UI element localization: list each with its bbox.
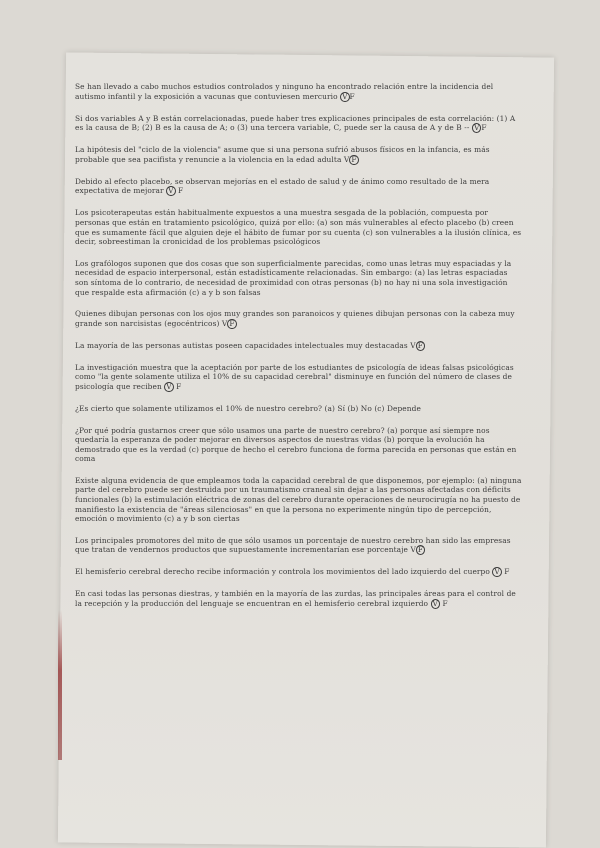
binding-edge-mark bbox=[58, 610, 62, 760]
question-15: En casi todas las personas diestras, y también en la mayoría de las zurdas, las principales áreas para el control de la recepción y la producción del lenguaje se encuentran en el hemisferio cerebral izquierdo V F bbox=[75, 589, 516, 609]
question-10: ¿Es cierto que solamente utilizamos el 10% de nuestro cerebro? (a) Sí (b) No (c) Depende bbox=[75, 403, 421, 413]
circled-answer: V bbox=[473, 123, 480, 133]
circled-answer: F bbox=[351, 154, 357, 164]
question-3: La hipótesis del "ciclo de la violencia" asume que si una persona sufrió abusos físicos en la infancia, es más probable que sea pacifista y renuncie a la violencia en la edad adulta V F bbox=[75, 145, 490, 164]
circled-answer: V bbox=[494, 567, 500, 577]
question-4: Debido al efecto placebo, se observan mejorías en el estado de salud y de ánimo como resultado de la mera expectativa de mejorar V F bbox=[75, 176, 490, 196]
question-14: El hemisferio cerebral derecho recibe información y controla los movimientos del lado izquierdo del cuerpo V F bbox=[75, 567, 510, 577]
question-5: Los psicoterapeutas están habitualmente expuestos a una muestra sesgada de la población, compuesta por personas que están en tratamiento psicológico, quizá por ello: (a) son más vulnerables al efecto placebo (b) creen que es sumamente fácil que alguien deje el hábito de fumar por su cuenta (c) son vulnerables a la ilusión clínica, es decir, sobreestiman la cronicidad de los problemas psicológicos bbox=[75, 208, 522, 247]
circled-answer: V bbox=[166, 381, 172, 391]
question-13: Los principales promotores del mito de que sólo usamos un porcentaje de nuestro cerebro han sido las empresas que tratan de vendernos productos que supuestamente incrementarían ese porcentaje V F bbox=[75, 535, 511, 555]
question-8: La mayoría de las personas autistas poseen capacidades intelectuales muy destacadas V F bbox=[75, 340, 423, 350]
circled-answer: V bbox=[432, 599, 438, 609]
question-12: Existe alguna evidencia de que empleamos toda la capacidad cerebral de que disponemos, por ejemplo: (a) ninguna parte del cerebro puede ser destruida por un traumatismo craneal sin dejar a las personas afectadas con déficits funcionales (b) la estimulación eléctrica de zonas del cerebro durante operaciones de neurocirugía no ha puesto de manifiesto la existencia de "áreas silenciosas" en que la persona no experimente ningún tipo de percepción, emoción o movimiento (c) a y b son ciertas bbox=[75, 475, 522, 524]
question-1: Se han llevado a cabo muchos estudios controlados y ninguno ha encontrado relación entre la incidencia del autismo infantil y la exposición a vacunas que contuviesen mercurio V F bbox=[75, 82, 494, 101]
question-7: Quienes dibujan personas con los ojos muy grandes son paranoicos y quienes dibujan personas con la cabeza muy grande son narcisistas (egocéntricos) V F bbox=[75, 309, 515, 328]
question-9: La investigación muestra que la aceptación por parte de los estudiantes de psicología de ideas falsas psicológicas como "la gente solamente utiliza el 10% de su capacidad cerebral" disminuye en función del número de clases de psicología que reciben V F bbox=[75, 362, 514, 391]
circled-answer: F bbox=[417, 545, 424, 555]
circled-answer: V bbox=[342, 91, 348, 101]
circled-answer: V bbox=[168, 186, 174, 196]
question-list bbox=[75, 82, 523, 609]
question-11: ¿Por qué podría gustarnos creer que sólo usamos una parte de nuestro cerebro? (a) porque así siempre nos quedaría la esperanza de poder mejorar en diversos aspectos de nuestras vidas (b) porque la evolución ha demostrado que es la verdad (c) porque de hecho el cerebro funciona de forma parecida en personas que están en coma bbox=[75, 425, 517, 464]
circled-answer: F bbox=[417, 340, 423, 350]
question-2: Si dos variables A y B están correlacionadas, puede haber tres explicaciones principales de esta correlación: (1) A es la causa de B; (2) B es la causa de A; o (3) una tercera variable, C, puede ser la causa de A y de B -- V F bbox=[75, 113, 516, 133]
question-6: Los grafólogos suponen que dos cosas que son superficialmente parecidas, como unas letras muy espaciadas y la necesidad de espacio interpersonal, están estadísticamente relacionadas. Sin embargo: (a) las letras espaciadas son síntoma de lo contrario, de necesidad de proximidad con otras personas (b) no hay ni una sola investigación que respalde esta afirmación (c) a y b son falsas bbox=[75, 258, 512, 297]
circled-answer: F bbox=[229, 318, 235, 328]
